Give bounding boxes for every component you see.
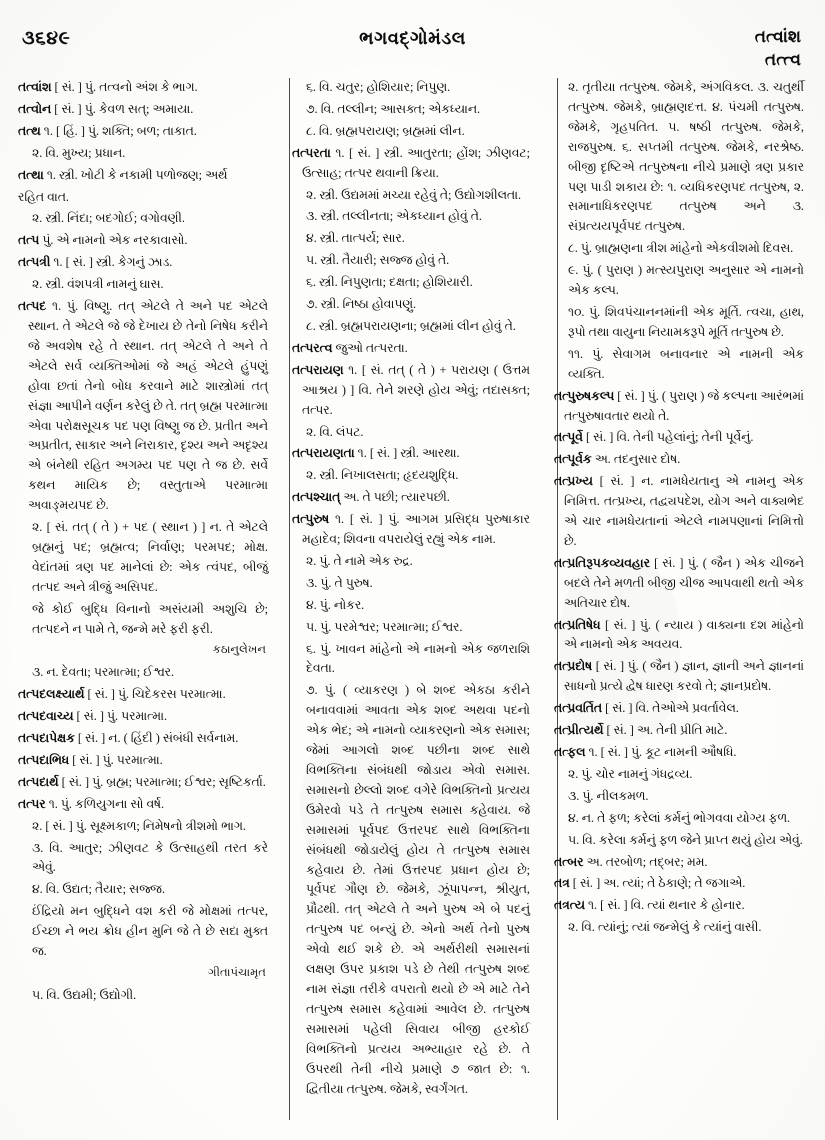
page-number: ૩૬૪૯ xyxy=(22,28,71,49)
guide-word-top: તત્વાંશ xyxy=(754,27,801,46)
dictionary-entry: તત્પરાયણ ૧. [ સં. તત્ ( તે ) + પરાયણ ( ઉત્તમ આશ્રય ) ] વિ. તેને શરણે હોય એવું; તદાસક્ત; તત્પર. xyxy=(292,362,530,417)
headword: તત્પ્રખ્ય xyxy=(554,474,593,489)
headword: તત્પરાયણ xyxy=(292,362,344,377)
entry-sense: ૫. વિ. ઉદ્યમી; ઉદ્યોગી. xyxy=(32,987,137,1002)
entry-sense: ૬. પું. ખાવન માંહેનો એ નામનો એક જળરાશિ દેવતા. xyxy=(306,641,530,676)
entry-sense: ૪. ન. તે ફળ; કરેલાં કર્મનું ભોગવવા યોગ્ય ફળ. xyxy=(568,810,791,825)
entry-sense: ૨. સ્ત્રી. નિખાલસતા; હૃદયશુદ્ધિ. xyxy=(306,468,459,483)
entry-sense: ૬. વિ. ચતુર; હોશિયાર; નિપુણ. xyxy=(306,80,451,94)
headword: તત્વોન xyxy=(18,101,52,116)
entry-sense: ૩. વિ. આતુર; ઝીણવટ કે ઉત્સાહથી તરત કરે એવું. xyxy=(32,840,268,875)
headword: તત્થા xyxy=(18,167,44,182)
entry-sense: ૨. પું. તે નામે એક રુદ્ર. xyxy=(306,553,413,568)
dictionary-entry: તત્પ્રતિષેધ [ સં. ] પું. ( ન્યાય ) વાક્યના દશ માંહેનો એ નામનો એક અવયવ. xyxy=(554,617,804,652)
running-head xyxy=(0,26,825,80)
entry-sense: ૨. સ્ત્રી. નિંદા; બદગોઈ; વગોવણી. xyxy=(32,211,185,226)
headword: તત્પ xyxy=(18,233,40,248)
guide-words xyxy=(755,26,801,72)
headword: તત્પૂર્વક xyxy=(554,452,592,467)
entry-sense: ૩. પું. તે પુરુષ. xyxy=(306,575,373,590)
headword: તત્બર xyxy=(554,854,584,869)
headword: તત્પુરુષ xyxy=(292,512,330,527)
entry-quotation: જે કોઈ બુદ્ધિ વિનાનો અસંયમી અશુચિ છે; તત્પદને ન પામે તે, જન્મે મરે ફરી ફરી. xyxy=(32,601,268,636)
entry-sense: ૨. પું. ચોર નામનું ગંધદ્રવ્ય. xyxy=(568,766,693,781)
entry-sense: ૨. વિ. મુખ્ય; પ્રધાન. xyxy=(32,145,126,160)
dictionary-entry: તત્થ ૧. [ હિં. ] પું. શક્તિ; બળ; તાકાત. xyxy=(18,123,197,138)
dictionary-entry: તત્પરતા ૧. [ સં. ] સ્ત્રી. આતુરતા; હોંશ; ઝીણવટ; ઉત્સાહ; તત્પર થવાની ક્રિયા. xyxy=(292,145,530,180)
headword: તત્પ્રીત્યર્થે xyxy=(554,723,604,738)
entry-sense: ૨. વિ. ત્યાંનું; ત્યાં જન્મેલું કે ત્યાંનું વાસી. xyxy=(568,920,762,935)
headword: તત્ફલ xyxy=(554,745,586,759)
entry-sense: ૨. સ્ત્રી. વંશપત્રી નામનું ઘાસ. xyxy=(32,277,164,292)
entry-sense: ૪. વિ. ઉદ્યત; તૈયાર; સજ્જ. xyxy=(32,882,165,897)
dictionary-entry: તત્પદાપેક્ષક [ સં. ] ન. ( હિંદી ) સંબંધી સર્વનામ. xyxy=(18,730,239,745)
dictionary-entry: તત્પ્રીત્યર્થે [ સં. ] અ. તેની પ્રીતિ માટે. xyxy=(554,723,728,738)
dictionary-entry: તત્પદ ૧. પું. વિષ્ણુ. તત્ એટલે તે અને પદ એટલે સ્થાન. તે એટલે જે જે દેખાય છે તેનો નિષેધ કરીને જે અવશેષ રહે તે સ્થાન. તત્ એટલે તે અને તે એટલે સર્વ વ્યક્તિઓમાં જે અહં એટલે હુંપણું હોવા છતાં તેનો બોધ કરવાને માટે શાસ્ત્રોમાં તત્ સંજ્ઞા આપીને વર્ણન કરેલું છે તે. તત્ બ્રહ્મ પરમાત્મા એવા પરોક્ષસૂચક પદ પણ વિષ્ણુ જ છે. પ્રતીત અને અપ્રતીત, સાકાર અને નિરાકાર, દૃશ્ય અને અદૃશ્ય એ બંનેથી રહિત અગમ્ય પદ પણ તે જ છે. સર્વે કથન માયિક છે; વસ્તુતાએ પરમાત્મા અવાઙ્મયપદ છે. xyxy=(18,299,268,513)
dictionary-entry: તત્પદવાચ્ય [ સં. ] પું. પરમાત્મા. xyxy=(18,709,168,724)
headword: તત્પરતા xyxy=(292,145,331,160)
entry-sense: ૨. સ્ત્રી. ઉદ્યમમાં મચ્યા રહેવું તે; ઉદ્યોગશીલતા. xyxy=(306,187,522,202)
dictionary-entry: તત્પરાયણતા ૧. [ સં. ] સ્ત્રી. આરથા. xyxy=(292,446,460,461)
headword: તત્પ્રવર્તિત xyxy=(554,701,603,716)
entry-sense: ૭. પું. ( વ્યાકરણ ) બે શબ્દ એકઠા કરીને બનાવવામાં આવતા એક શબ્દ અથવા પદનો એક ભેદ; એ નામનો વ્યાકરણનો એક સમાસ; જેમાં આગલો શબ્દ પછીના શબ્દ સાથે વિભક્તિના સંબંધથી જોડાય એવો સમાસ. સમાસનો છેલ્લો શબ્દ વગેરે વિભક્તિનો પ્રત્યય ઉમેરવો પડે તે તત્પુરુષ સમાસ કહેવાય. જે સમાસમાં પૂર્વપદ ઉત્તરપદ સાથે વિભક્તિના સંબંધથી જોડાયેલું હોય તે તત્પુરુષ સમાસ કહેવાય છે. તેમાં ઉત્તરપદ પ્રધાન હોય છે; પૂર્વપદ ગૌણ છે. જેમકે, ઝૂંપાપન્ન, શ્રીયુત, પ્રૌઢથી. તત્ એટલે તે અને પુરુષ એ બે પદનું તત્પુરુષ પદ બન્યું છે. એનો અર્થ તેનો પુરુષ એવો થઈ શકે છે. એ અર્થરીથી સમાસનાં લક્ષણ ઉપર પ્રકાશ પડે છે તેથી તત્પુરુષ શબ્દ નામ સંજ્ઞા તરીકે વપરાતો થયો છે એ માટે તેને તત્પુરુષ સમાસ કહેવામાં આવેલ છે. તત્પુરુષ સમાસમાં પહેલી સિવાય બીજી હરકોઈ વિભક્તિનો પ્રત્યય અભ્યાહાર રહે છે. તે ઉપરથી તેની નીચે પ્રમાણે ૭ જાત છે: ૧. દ્વિતીયા તત્પુરુષ. જેમકે, સ્વર્ગંગત. xyxy=(306,683,530,1096)
source-citation: ગીતાપંચામૃત xyxy=(208,965,266,979)
dictionary-entry: તત્પુરુષકલ્પ [ સં. ] પું. ( પુરાણ ) જે કલ્પના આરંભમાં તત્પુરુષાવતાર થયો તે. xyxy=(554,388,804,423)
headword: તત્પદ xyxy=(18,299,47,314)
headword: તત્વાંશ xyxy=(18,80,52,94)
dictionary-entry: તત્પદાભિધ [ સં. ] પું. પરમાત્મા. xyxy=(18,752,163,767)
dictionary-entry: તત્પત્રી ૧. [ સં. ] સ્ત્રી. કેગનું ઝાડ. xyxy=(18,255,173,270)
headword: તત્પ્રતિરૂપકવ્યવહાર xyxy=(554,555,650,570)
guide-word-bottom: તત્ત્વ xyxy=(764,49,801,69)
headword: તત્પૂર્વે xyxy=(554,430,583,445)
dictionary-entry: તત્પ્રદોષ [ સં. ] પું. ( જૈન ) જ્ઞાન, જ્ઞાની અને જ્ઞાનનાં સાધનો પ્રત્યે દ્વેષ ધારણ કરવો તે; જ્ઞાનપ્રદોષ. xyxy=(554,659,804,694)
dictionary-entry: તત્પદલક્ષ્યાર્થ [ સં. ] પું. ચિદેકરસ પરમાત્મા. xyxy=(18,687,226,702)
entry-sense: ૧૧. પું. સેવાગમ બનાવનાર એ નામની એક વ્યક્તિ. xyxy=(568,346,804,381)
dictionary-entry: તત્પુરુષ ૧. [ સં. ] પું. આગમ પ્રસિદ્ધ પુરુષાકાર મહાદેવ; શિવના વપરાયેલું રહ્યું એક નામ. xyxy=(292,512,530,547)
headword: તત્પુરુષકલ્પ xyxy=(554,388,615,403)
entry-sense: ૫. પું. પરમેશ્વર; પરમાત્મા; ઈશ્વર. xyxy=(306,619,463,634)
headword: તત્પત્રી xyxy=(18,255,51,270)
entry-continuation: રહિત વાત. xyxy=(18,189,70,204)
headword: તત્પદાભિધ xyxy=(18,752,70,767)
dictionary-entry: તત્પર ૧. પું. કળિયુગના સો વર્ષ. xyxy=(18,796,165,811)
column-2 xyxy=(280,78,542,1118)
entry-sense: ૨. તૃતીયા તત્પુરુષ. જેમકે, અંગવિકલ. ૩. ચતુર્થી તત્પુરુષ. જેમકે, બ્રાહ્મણદત્ત. ૪. પંચમી તત્પુરુષ. જેમકે, ગૃહપતિત. ૫. ષષ્ઠી તત્પુરુષ. જેમકે, રાજપુરુષ. ૬. સપ્તમી તત્પુરુષ. જેમકે, નરશ્રેષ્ઠ. બીજી દૃષ્ટિએ તત્પુરુષના નીચે પ્રમાણે ત્રણ પ્રકાર પણ પાડી શકાય છે: ૧. વ્યધિકરણપદ તત્પુરુષ, ૨. સમાનાધિકરણપદ તત્પુરુષ અને ૩. સંપ્રત્યયપૂર્વપદ તત્પુરુષ. xyxy=(568,80,804,234)
entry-sense: ૬. સ્ત્રી. નિપુણતા; દક્ષતા; હોશિયારી. xyxy=(306,275,473,290)
entry-sense: ૩. પું. નીલકમળ. xyxy=(568,788,649,803)
headword: તત્પશ્ચાત્ xyxy=(292,490,341,505)
dictionary-entry: તત્પ્રખ્ય [ સં. ] ન. નામધેયતાનુ એ નામનુ એક નિમિત્ત. તત્પ્રખ્ય, તદ્વ્યપદેશ, યોગ અને વાક્યભેદ એ ચાર નામધેયતાનાં એટલે નામપણાનાં નિમિત્તો છે. xyxy=(554,474,804,548)
entry-sense: ૯. પું. ( પુરાણ ) મત્સ્યપુરાણ અનુસાર એ નામનો એક કલ્પ. xyxy=(568,263,804,298)
headword: તત્પદલક્ષ્યાર્થ xyxy=(18,687,85,702)
entry-sense: ૪. સ્ત્રી. તાત્પર્ય; સાર. xyxy=(306,231,405,246)
dictionary-entry: તત્પ્રવર્તિત [ સં. ] વિ. તેઓએ પ્રવર્તાવેલ. xyxy=(554,701,739,716)
source-citation: કઠાનુલેખન xyxy=(212,643,266,657)
headword: તત્પદાપેક્ષક xyxy=(18,730,75,745)
dictionary-entry: તત્બર અ. તરબોળ; તદ્બર; મમ. xyxy=(554,854,708,869)
entry-sense: ૮. વિ. બ્રહ્મપરાયણ; બ્રહ્મમાં લીન. xyxy=(306,123,465,138)
column-1 xyxy=(18,78,280,1118)
dictionary-entry: તત્રત્ય ૧. [ સં. ] વિ. ત્યાં થનાર કે હોનાર. xyxy=(554,898,745,913)
dictionary-entry: તત્વાંશ [ સં. ] પું. તત્વનો અંશ કે ભાગ. xyxy=(18,80,198,94)
headword: તત્પદવાચ્ય xyxy=(18,709,74,724)
text-columns xyxy=(18,78,808,1118)
entry-sense: ૪. પું. નોકર. xyxy=(306,597,365,612)
headword: તત્પ્રદોષ xyxy=(554,659,593,674)
work-title: ભગવદ્ગોમંડલ xyxy=(359,28,466,48)
dictionary-entry: તત્વોન [ સં. ] પું. કેવળ સત્; અમાયા. xyxy=(18,101,194,116)
entry-sense: ૮. પું. બ્રાહ્મણના ત્રીશ માંહેનો એકવીશમો દિવસ. xyxy=(568,241,794,256)
entry-quotation: ઈંદ્રિયો મન બુદ્ધિને વશ કરી જે મોક્ષમાં તત્પર, ઈચ્છા ને ભય ક્રોધ હીન મુનિ જે તે છે સદા મુક્ત જ. xyxy=(32,904,268,959)
dictionary-entry: તત્પ પું. એ નામનો એક નરકાવાસો. xyxy=(18,233,188,248)
headword: તત્ર xyxy=(554,876,570,891)
entry-sense: ૧૦. પું. શિવપંચાનનમાંની એક મૂર્તિ. ત્વચા, હાથ, રૂપો તથા વાયુના નિયામકરૂપે મૂર્તિ તત્પુરુષ છે. xyxy=(568,304,804,339)
entry-sense: ૨. [ સં. તત્ ( તે ) + પદ ( સ્થાન ) ] ન. તે એટલે બ્રહ્મનું પદ; બ્રહ્મત્વ; નિર્વાણ; પરમપદ; મોક્ષ. વેદાંતમાં ત્રણ પદ માનેલાં છે: એક ત્વંપદ, બીજું તત્પદ અને ત્રીજું અસિપદ. xyxy=(32,520,268,594)
entry-sense: ૩. સ્ત્રી. તલ્લીનતા; એકધ્યાન હોવું તે. xyxy=(306,209,482,224)
headword: તત્પરાયણતા xyxy=(292,446,355,461)
headword: તત્પરત્વ xyxy=(292,340,333,355)
dictionary-entry: તત્પદાર્થ [ સં. ] પું. બ્રહ્મ; પરમાત્મા; ઈશ્વર; સૃષ્ટિકર્તા. xyxy=(18,774,266,789)
headword: તત્પ્રતિષેધ xyxy=(554,617,601,632)
dictionary-entry: તત્પ્રતિરૂપકવ્યવહાર [ સં. ] પું. ( જૈન ) એક ચીજને બદલે તેને મળતી બીજી ચીજ આપવાથી થતો એક અતિચાર દોષ. xyxy=(554,555,804,610)
column-3 xyxy=(542,78,804,1118)
entry-sense: ૭. વિ. તલ્લીન; આસક્ત; એકધ્યાન. xyxy=(306,101,481,116)
entry-sense: ૮. સ્ત્રી. બ્રહ્મપરાયણના; બ્રહ્મમાં લીન હોવું તે. xyxy=(306,318,516,333)
entry-sense: ૫. વિ. કરેલા કર્મનું ફળ જેને પ્રાપ્ત થયું હોય એવું. xyxy=(568,832,803,847)
headword: તત્થ xyxy=(18,123,41,138)
entry-sense: ૫. સ્ત્રી. તૈયારી; સજ્જ હોવું તે. xyxy=(306,253,450,268)
entry-sense: ૭. સ્ત્રી. નિષ્ઠા હોવાપણું. xyxy=(306,297,417,312)
entry-sense: ૩. ન. દેવતા; પરમાત્મા; ઈશ્વર. xyxy=(32,665,175,680)
headword: તત્પદાર્થ xyxy=(18,774,59,789)
dictionary-entry: તત્પરત્વ જુઓ તત્પરતા. xyxy=(292,340,408,355)
headword: તત્રત્ય xyxy=(554,898,585,913)
dictionary-entry: તત્પૂર્વક અ. તદનુસાર દોષ. xyxy=(554,452,681,467)
dictionary-entry: તત્પશ્ચાત્ અ. તે પછી; ત્યારપછી. xyxy=(292,490,450,505)
entry-sense: ૨. વિ. લંપટ. xyxy=(306,424,364,439)
entry-sense: ૨. [ સં. ] પું. સૂક્ષ્મકાળ; નિમેષનો ત્રીશમો ભાગ. xyxy=(32,818,246,833)
headword: તત્પર xyxy=(18,796,46,811)
dictionary-entry: તત્થા ૧. સ્ત્રી. ખોટી કે નકામી પળોજણ; અર્થ xyxy=(18,167,228,182)
dictionary-entry: તત્ફલ ૧. [ સં. ] પું. કૂટ નામની ઔષધિ. xyxy=(554,745,737,759)
dictionary-entry: તત્પૂર્વે [ સં. ] વિ. તેની પહેલાંનું; તેની પૂર્વેનું. xyxy=(554,430,754,445)
dictionary-entry: તત્ર [ સં. ] અ. ત્યાં; તે ઠેકાણે; તે જગાએ. xyxy=(554,876,746,891)
